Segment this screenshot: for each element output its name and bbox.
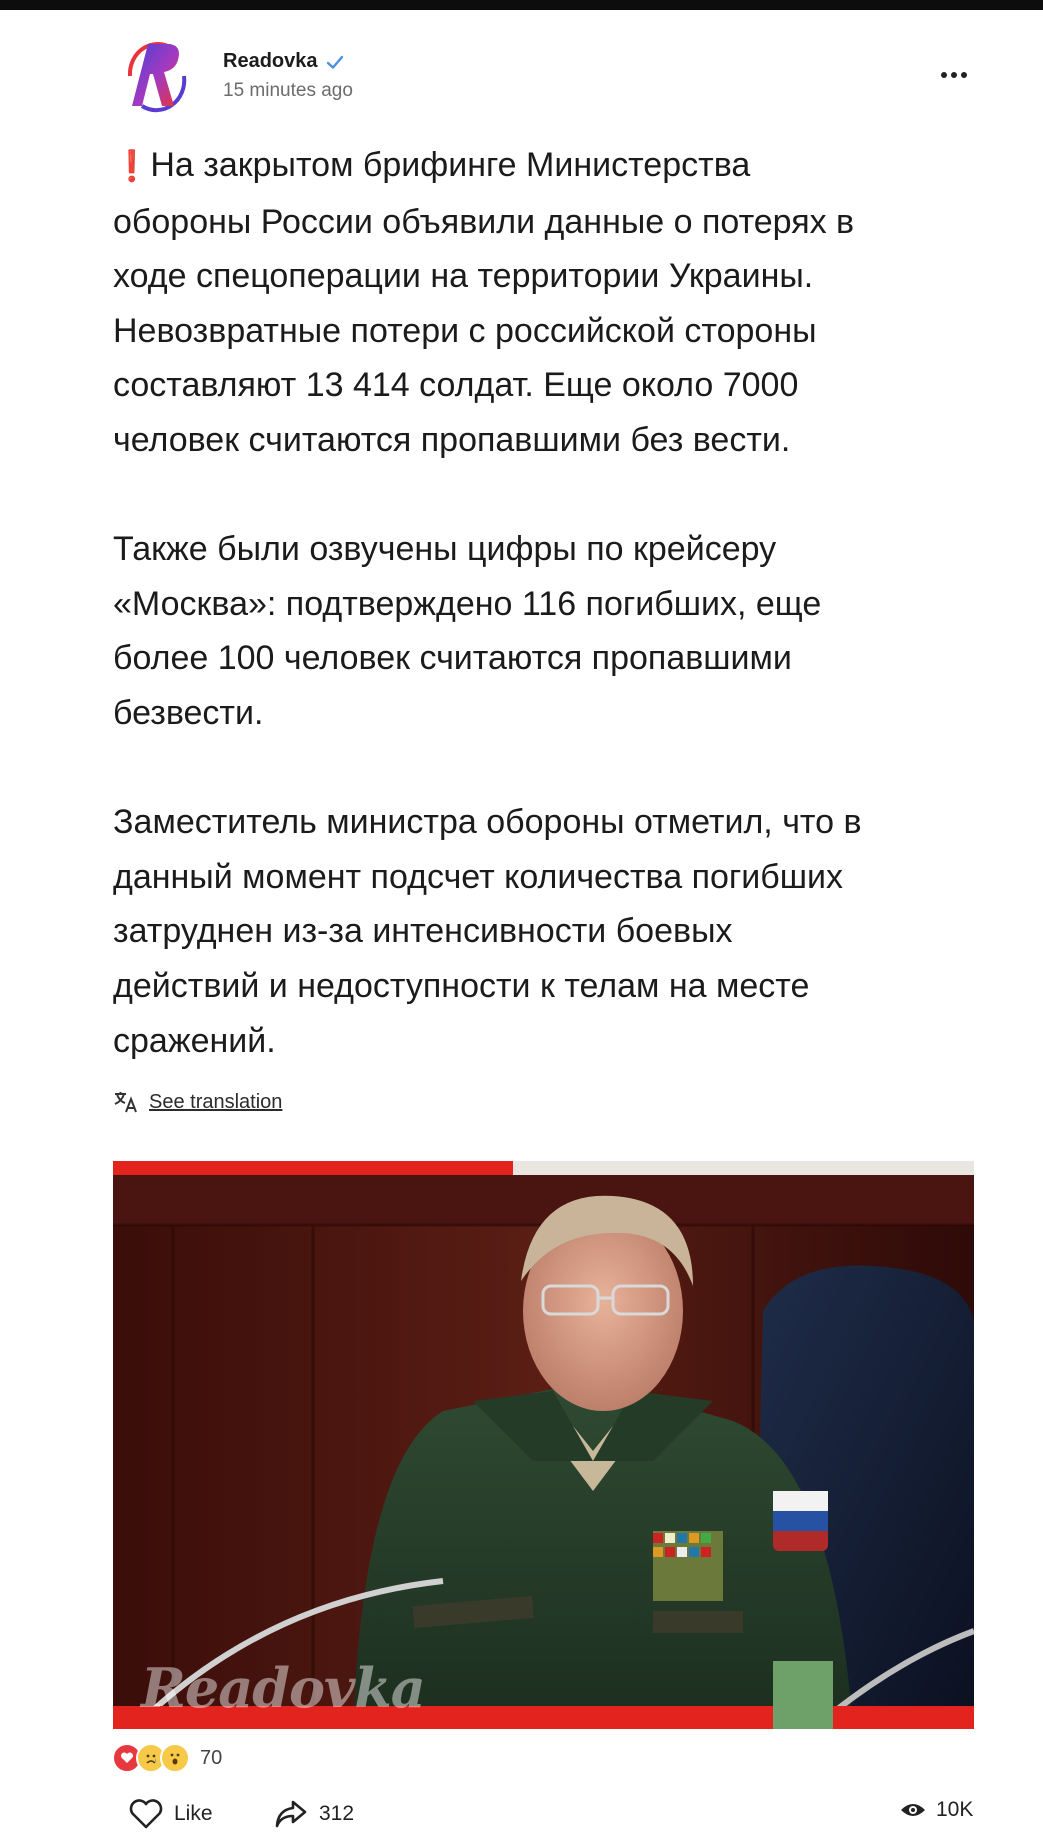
- exclamation-icon: ❗: [113, 150, 151, 183]
- channel-name[interactable]: [223, 50, 344, 73]
- readovka-logo-icon: [120, 36, 192, 116]
- post-actions: [0, 1798, 1043, 1834]
- top-status-bar: [0, 0, 1043, 10]
- post-paragraph: Заместитель министра обороны отметил, что в данный момент подсчет количества погибших затруднен из-за интенсивности боевых действий и недоступности к телам на месте сражений.: [113, 803, 862, 1060]
- like-button[interactable]: [128, 1798, 213, 1830]
- see-translation-label: See translation: [149, 1090, 283, 1113]
- post-header: [0, 36, 1043, 126]
- channel-avatar[interactable]: [120, 36, 192, 116]
- post-body: [113, 138, 973, 1068]
- post-image[interactable]: [113, 1161, 974, 1729]
- channel-name-label: Readovka: [223, 50, 318, 72]
- more-dot-icon: [941, 72, 947, 78]
- eye-icon: [900, 1800, 926, 1820]
- views-counter: [900, 1798, 973, 1822]
- officer-photo: [113, 1161, 974, 1729]
- like-label: Like: [174, 1802, 213, 1825]
- more-options-button[interactable]: [936, 60, 972, 90]
- verified-check-icon: [326, 53, 344, 71]
- share-count: 312: [319, 1802, 355, 1825]
- more-dot-icon: [961, 72, 967, 78]
- image-watermark: Readovka: [141, 1656, 425, 1720]
- wow-reaction-icon: [160, 1743, 190, 1773]
- post-paragraph-text: На закрытом брифинге Министерства обороны России объявили данные о потерях в ходе спецоперации на территории Украины. Невозвратные потери с российской стороны составляют 13 414 солдат. Еще около 7000 человек считаются пропавшими без вести.: [113, 146, 855, 459]
- post-timestamp: 15 minutes ago: [223, 80, 353, 101]
- share-button[interactable]: [273, 1798, 354, 1830]
- post-paragraph: Также были озвучены цифры по крейсеру «Москва»: подтверждено 116 погибших, еще более 100 человек считаются пропавшими безвести.: [113, 530, 822, 732]
- translate-icon: [113, 1090, 139, 1114]
- reaction-count: 70: [200, 1746, 223, 1769]
- post-paragraph: [113, 138, 973, 468]
- views-count: 10K: [936, 1798, 974, 1821]
- see-translation-link[interactable]: [113, 1090, 282, 1114]
- share-arrow-icon: [273, 1798, 309, 1830]
- heart-outline-icon: [128, 1798, 164, 1830]
- more-dot-icon: [951, 72, 957, 78]
- reactions-bar[interactable]: [112, 1744, 222, 1772]
